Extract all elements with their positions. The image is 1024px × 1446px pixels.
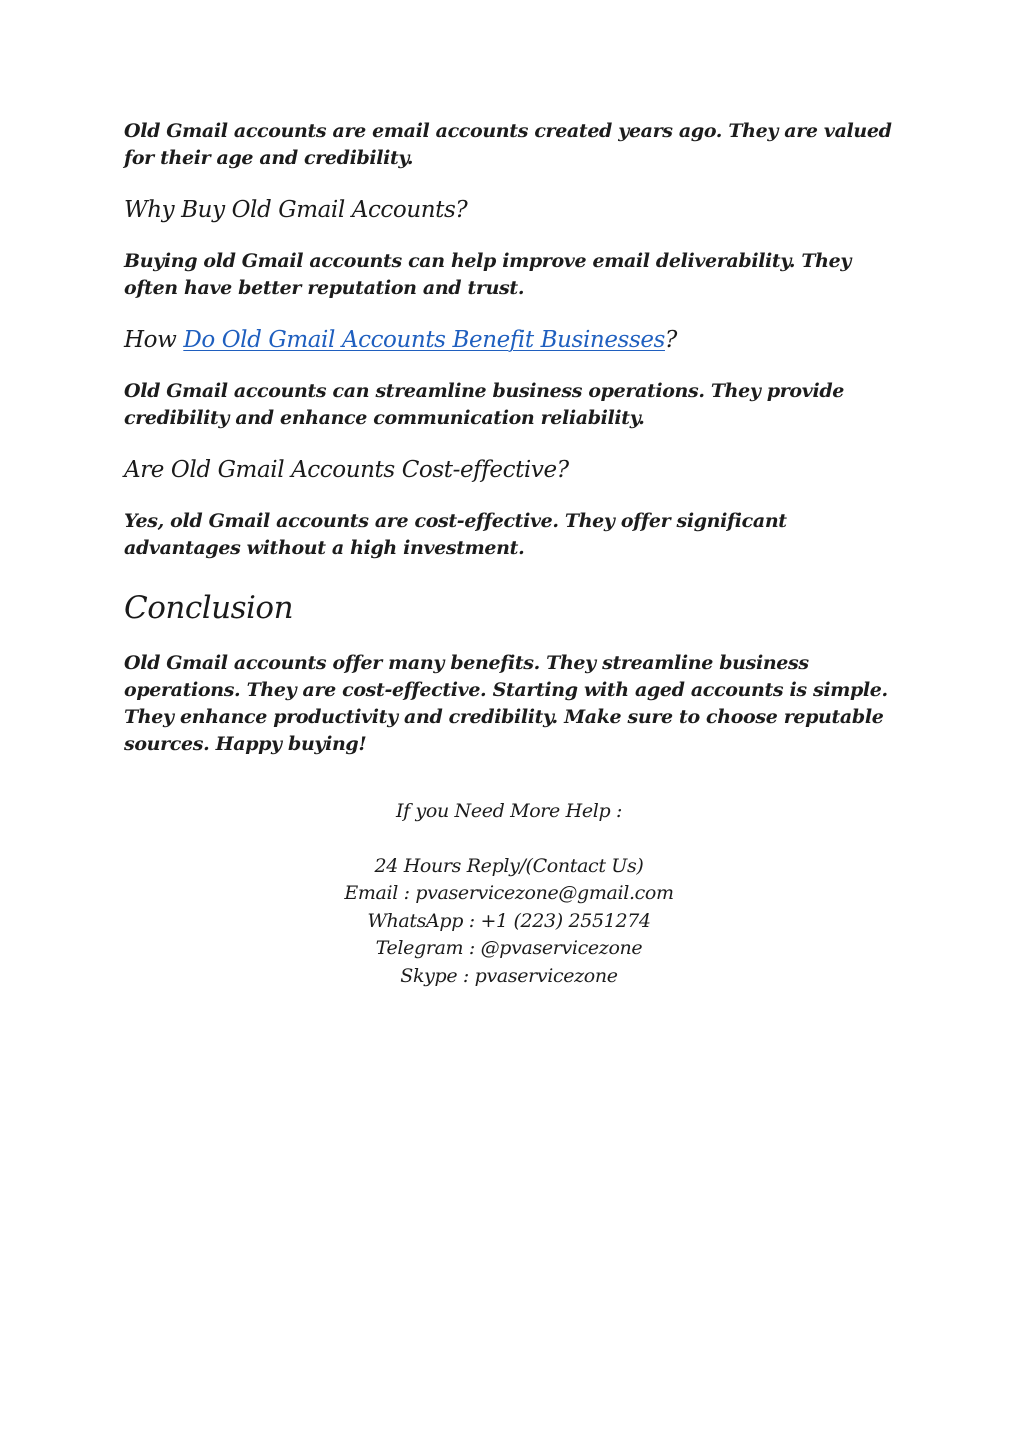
contact-block [124, 798, 894, 990]
faq-answer-3: Old Gmail accounts can streamline business operations. They provide credibility and enhance communication reliability. [124, 380, 844, 429]
contact-reply-line: 24 Hours Reply/(Contact Us) [374, 854, 644, 877]
contact-email-line: Email : pvaservicezone@gmail.com [344, 882, 674, 904]
faq-question-cost-effective: Are Old Gmail Accounts Cost-effective? [124, 457, 569, 483]
faq-answer-2: Buying old Gmail accounts can help improve email deliverability. They often have better reputation and trust. [124, 250, 852, 299]
conclusion-text: Old Gmail accounts offer many benefits. They streamline business operations. They are cost-effective. Starting with aged accounts is simple. They enhance productivity and credibility. Make sure to choose reputable sources. Happy buying! [124, 652, 888, 755]
faq-question-why-buy: Why Buy Old Gmail Accounts? [124, 197, 468, 223]
conclusion-heading: Conclusion [124, 590, 294, 626]
contact-telegram-line: Telegram : @pvaservicezone [375, 937, 643, 959]
question-suffix: ? [664, 327, 677, 353]
faq-question-benefit-businesses [124, 324, 894, 356]
contact-skype-line: Skype : pvaservicezone [400, 964, 618, 987]
contact-whatsapp-line: WhatsApp : +1 (223) 2551274 [367, 909, 651, 932]
faq-answer-1: Old Gmail accounts are email accounts created years ago. They are valued for their age and credibility. [124, 120, 892, 169]
contact-help-line: If you Need More Help : [395, 800, 623, 822]
document-page [124, 118, 894, 990]
benefit-businesses-link[interactable]: Do Old Gmail Accounts Benefit Businesses [183, 327, 665, 353]
question-prefix: How [124, 327, 184, 353]
faq-answer-4: Yes, old Gmail accounts are cost-effective. They offer significant advantages without a high investment. [124, 510, 787, 559]
